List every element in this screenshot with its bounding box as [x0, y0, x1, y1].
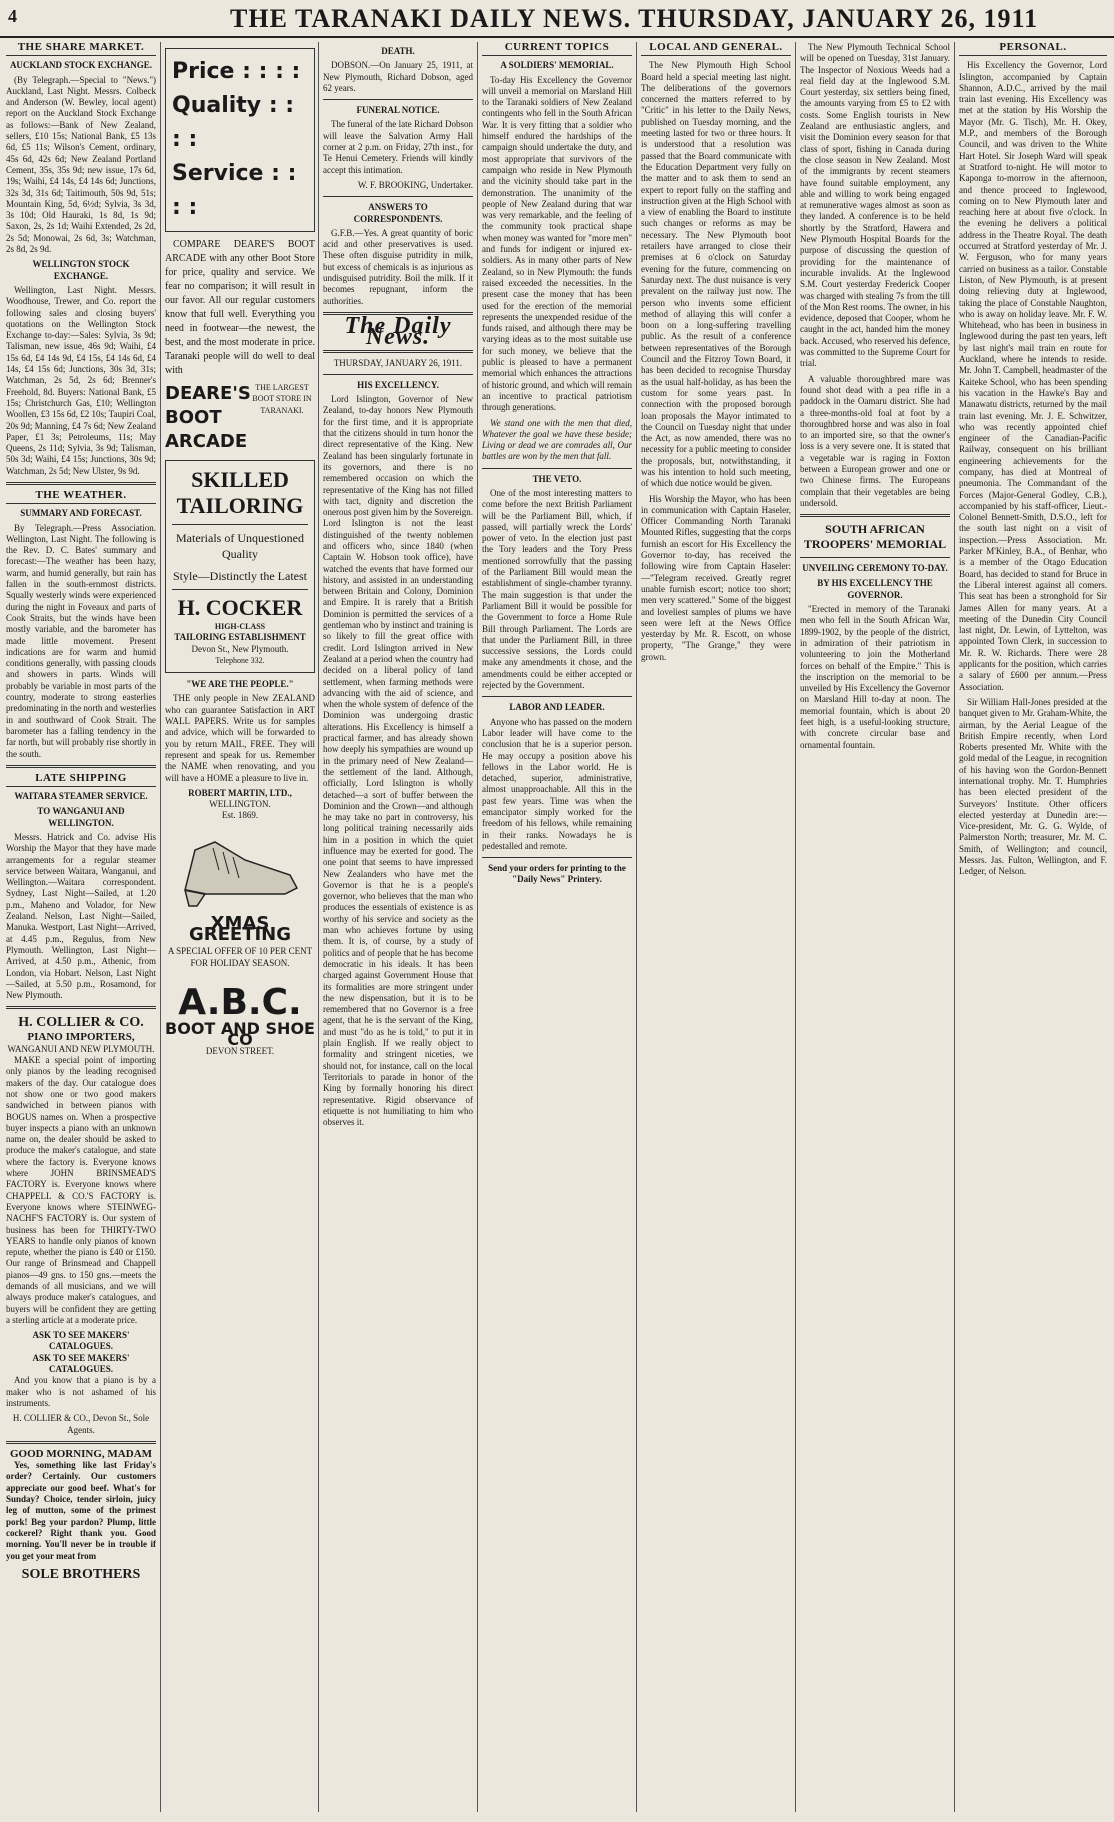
price-label: Price [172, 59, 235, 84]
collier-signature: H. COLLIER & CO., Devon St., Sole Agents. [12, 1413, 150, 1435]
robert-martin-est: Est. 1869. [221, 810, 259, 821]
personal-heading: PERSONAL. [959, 42, 1107, 56]
labour-text: Anyone who has passed on the modern Labor leader will have come to the conclusion that he is a superior person. He may occupy a position above his fellows in the Labor world. He is detached, superior, administrative, almost unapproachable. All this in the past few years. Time was when the emancipator simply worked for the freedom of his fellows, while remaining in their ranks. Nowadays he is pedestalled and remote. [482, 716, 632, 851]
special-offer: A SPECIAL OFFER OF 10 PER CENT FOR HOLIDAY SEASON. [167, 946, 313, 968]
funeral-text: The funeral of the late Richard Dobson will leave the Salvation Army Hall corner at 2 p.m. on Friday, 27th inst., for Te Henui Cemetery. Friends will kindly accept this intimation. [323, 119, 473, 175]
people-heading: "WE ARE THE PEOPLE." [186, 679, 294, 690]
local-continued: The New Plymouth Technical School will be opened on Tuesday, 31st January. The Inspector of Noxious Weeds had a real field day at the Inglewood S.M. Court yesterday, six settlers being fined, the amounts varying from £5 to £2 with costs. Some English tourists in New Zealand are enthusiastic anglers, and visit the Dominion every season for that class of sport, fishing in Canada during the close season in New Zealand. Most of the immigrants by recent steamers have found suitable employment, any able and willing to work being engaged at remunerative wages almost as soon as they landed. A conference is to be held shortly by the Stratford, Hawera and New Plymouth Hospital Boards for the purpose of discussing the question of providing for the maintenance of incurable invalids. At the Inglewood S.M. Court yesterday Frederick Cooper was charged with stealing 7s from the till of the Mon Rest rooms. The owner, in his evidence, deposed that Cooper, whom he caught in the act, handed him the money back. Accused, who reserved his defence, was committed to the Supreme Court for trial. [800, 42, 950, 369]
collier-place: WANGANUI AND NEW PLYMOUTH. [7, 1043, 155, 1054]
local-general-heading: LOCAL AND GENERAL. [641, 42, 791, 56]
abc-store: BOOT AND SHOE CO [165, 1018, 315, 1050]
column-1 [6, 42, 156, 1812]
collier-subtitle: PIANO IMPORTERS, [27, 1031, 135, 1044]
troopers-text: "Erected in memory of the Taranaki men who fell in the South African War, 1899-1902, by the people of the district, in admiration of their patriotism in volunteering to join the Motherland forces on behalf of the Empire." This is the inscription on the memorial to be unveiled by His Excellency the Governor on Marsland Hill to-day at noon. The memorial fountain, which is about 20 feet high, is a useful-looking structure, with concrete circular base and ornamental fountain. [800, 604, 950, 750]
memorial-text: To-day His Excellency the Governor will unveil a memorial on Marsland Hill to the Taranaki soldiers of New Zealand contingents who fell in the South African War. It is very fitting that a soldier who himself endured the hardships of the campaign should undertake the duty, and most appropriate that survivors of the campaign who reside in New Plymouth and the vicinity should take part in the demonstration. The unanimity of the people of New Zealand during that war was very remarkable, and the feeling of the community took practical shape when money was wanted for "more men" and funds for indigent or injured ex-soldiers. As in many other parts of New Zealand, so in New Plymouth: the funds raised exceeded the necessities. In the present case the money that has been used for the erection of the memorial represents the unexpended residue of the funds raised, and although there may be varying ideas as to the most suitable use for such money, we believe that the public is pleased to have a permanent memorial which enhances the attractions of historic ground, and which will remain an incentive to practical patriotism through generations. [482, 74, 632, 413]
waitara-heading: WAITARA STEAMER SERVICE. [14, 791, 148, 802]
troopers-heading: SOUTH AFRICAN TROOPERS' MEMORIAL [803, 522, 947, 552]
abc-logo: A.B.C. [178, 981, 302, 1023]
cocker-name: H. COCKER [177, 595, 303, 620]
service-label: Service [172, 161, 264, 186]
deares-name: DEARE'S BOOT ARCADE [165, 383, 251, 452]
column-3 [323, 42, 473, 1812]
share-market-heading: THE SHARE MARKET. [6, 42, 156, 56]
weather-subheading: SUMMARY AND FORECAST. [20, 508, 142, 519]
good-morning-text: Yes, something like last Friday's order? Certainly. Our customers appreciate our good beef. What's for Sunday? Choice, tender sirloin, juicy leg of mutton, some of the primest pork! Beg your pardon? Plump, little cockerel? Right thank you. Good morning. You'll never be in trouble if you get your meat from [6, 1460, 156, 1561]
local-continued-2: A valuable thoroughbred mare was found shot dead with a pea rifle in a paddock in the Oamaru district. She had a three-months-old foal at foot by a thoroughbred horse and was also in foal to an imported sire, so that the owner's loss is a very severe one. It is stated that a vegetable war is raging in Foxton between a European grower and one or two Chinese firms. The Europeans complain that their vegetables are being undersold. [800, 373, 950, 508]
materials-line: Materials of Unquestioned Quality [176, 531, 304, 561]
shipping-heading: LATE SHIPPING [6, 773, 156, 787]
auckland-report: (By Telegraph.—Special to "News.") Auckland, Last Night. Messrs. Colbeck and Anderson (W. Bewley, local agent) report on the Auckland Stock Exchange as follows:—Bank of New Zealand, sellers, £10 15s; National Bank, £5 13s 6d, £5 11s; Wilson's Cement, ordinary, 45s 6d, 42s 6d; New Zealand Portland Cement, 35s, 35s 9d; new issue, 17s 6d, 19s; Waihi, £4 14s, £4 14s 6d; Junctions, 32s 3d, 31s 6d; Taitimouth, 50s 9d, 51s; Mountain King, 5d, 6½d; Sylvia, 3s 3d, 3s 10d; Old Hauraki, 1s 8d, 1s 9d; Saxon, 2s, 2s 1d; Waihi Extended, 2s 2d, 2s 5d; Monowai, 2s 6d, 3s; Watchman, 2s 8d, 2s 9d. [6, 74, 156, 255]
answers-heading: ANSWERS TO CORRESPONDENTS. [353, 202, 443, 224]
veto-heading: THE VETO. [532, 473, 582, 484]
local-general-text-2: His Worship the Mayor, who has been in communication with Captain Haseler, Officer Commanding North Taranaki Mounted Rifles, suggesting that the corps furnish an escort for His Excellency the Governor to-day, has received the following wire from Captain Haseler:—"Telegram received. Greatly regret unable furnish escort; notice too short; men very scattered." Some of the biggest and loveliest samples of plums we have seen were left at the News Office yesterday by Mr. R. Escott, on whose property, "The Grange," they were grown. [641, 493, 791, 662]
price-quality-service-ad: Price : : : : Quality : : : : Service : : : : [165, 48, 315, 232]
page-number: 4 [8, 6, 17, 26]
cocker-ad [165, 460, 315, 673]
answers-text: G.F.B.—Yes. A great quantity of boric acid and other preservatives is used. These often disguise putridity in milk, but excess of chemicals is as injurious as undisguised putridity. Boil the milk. If it becomes repugnant, inform the authorities. [323, 227, 473, 306]
sole-brothers: SOLE BROTHERS [21, 1566, 141, 1582]
robert-martin-wellington: WELLINGTON. [209, 799, 271, 810]
veto-text: One of the most interesting matters to come before the next British Parliament will be the Parliament Bill, which, if passed, will partially wreck the Lords' power of veto. In the election just past the Tory leaders and the Tory Press mentioned sorrowfully that the passing of the Parliament Bill would mean the establishment of single-chamber tyranny. The main suggestion is that under the Parliament Bill it would be possible for the Government to force a Home Rule Bill through Parliament. The Lords are that under the Parliament Bill, in three successive sessions, the Lords could make any amendments it chose, and the amendments could be either accepted or rejected by the Government. [482, 487, 632, 691]
high-class: HIGH-CLASS [214, 622, 266, 631]
column-7 [959, 42, 1107, 1812]
funeral-heading: FUNERAL NOTICE. [356, 105, 440, 116]
people-text: THE only people in New ZEALAND who can guarantee Satisfaction in ART WALL PAPERS. Write us for samples and advice, which will be forwarded to you by return MAIL, FREE. They will represent and speak for us. Remember the NAME when renovating, and you will have a HOME a pleasure to live in. [165, 693, 315, 783]
catalogue-text: And you know that a piano is by a maker who is not ashamed of his instruments. [6, 1375, 156, 1408]
quality-label: Quality [172, 93, 262, 118]
excellency-heading: HIS EXCELLENCY. [357, 379, 439, 390]
troopers-subheading: UNVEILING CEREMONY TO-DAY. [802, 563, 948, 574]
daily-news-nameplate: The Daily News. [344, 312, 452, 351]
printing-notice: Send your orders for printing to the "Daily News" Printery. [488, 863, 626, 885]
wellington-heading: WELLINGTON STOCK EXCHANGE. [32, 259, 130, 281]
funeral-signature: W. F. BROOKING, Undertaker. [357, 179, 473, 190]
robert-martin: ROBERT MARTIN, LTD., [188, 787, 292, 798]
memorial-heading: A SOLDIERS' MEMORIAL. [500, 60, 614, 71]
deares-ad-text: COMPARE DEARE'S BOOT ARCADE with any other Boot Store for price, quality and service. We fear no comparison; it will result in our favor. All our regular customers know that full well. Everything you need in footwear—the newest, the best, and the most moderate in price. Taranaki people will do well to deal with [165, 239, 315, 376]
current-topics-heading: CURRENT TOPICS [482, 42, 632, 56]
xmas-greeting: XMAS GREETING [188, 912, 292, 946]
shoe-illustration [175, 830, 305, 910]
auckland-heading: AUCKLAND STOCK EXCHANGE. [9, 60, 153, 71]
waitara-subheading: TO WANGANUI AND WELLINGTON. [37, 806, 125, 828]
column-4 [482, 42, 632, 1812]
newspaper-title: THE TARANAKI DAILY NEWS. THURSDAY, JANUARY 26, 1911 [230, 4, 1039, 33]
column-2 [165, 42, 315, 1812]
deares-side: THE LARGEST BOOT STORE IN TARANAKI. [252, 383, 312, 415]
local-general-text: The New Plymouth High School Board held a special meeting last night. The deliberations of the governors concerned the matters referred to by "Critic" in his letter to the Daily News, published on Tuesday morning, and the meeting lasted for two or three hours. It is understood that a resolution was passed that the Board communicate with the Education Department very fully on the matter and to ask them to send an expert to report fully on the staffing and instruction given at the High School with a view of enabling the Board to institute such changes or reforms as may be necessary. The New Plymouth boot retailers have arranged to close their premises at 6 o'clock on Saturday evening for the future, commencing on Saturday next. The dust nuisance is very prevalent on the railway just now. The person who invents some efficient method of allaying this will confer a boon on a long-suffering travelling public. As the result of a conference between representatives of the Borough Council and the Fitzroy Town Board, it has been decided to recognise Thursday as the usual half-holiday, as has been the custom for some years past. In connection with the proposed borough loan proposals the Mayor intimated to the Council on Tuesday night that under the Act, as now amended, there was no necessity for a public meeting to consider the proposals, but, notwithstanding, it was his intention to hold such meeting, of which due notice would be given. [641, 60, 791, 489]
skilled-tailoring: SKILLED TAILORING [176, 467, 304, 518]
catalogue-line-1: ASK TO SEE MAKERS' CATALOGUES. [32, 1330, 130, 1352]
excellency-text: Lord Islington, Governor of New Zealand, to-day honors New Plymouth for the first time, and it is appropriate that the citizens should in turn honor the direct representative of the King. New Zealand has been singularly fortunate in its governors, and there is no remembered occasion on which the representative of the King has not filled with tact, dignity and discretion the onerous post given him by the Sovereign. Lord Islington is not the least distinguished of the twenty noblemen and officers who, since 1840 (when Captain W. Hobson took office), have watched the events that have formed our history, and assisted in an understanding between Britain and Colony, Dominion and Empire. It is rarely that a British Dominion is permitted the services of a gentleman who by instinct and training is so likely to fill the great office with credit. Lord Islington arrived in New Zealand at a period when the country had decided on a liberal policy of land settlement, when farming methods were advancing with the aid of science, and when the whole system of defence of the Dominion was undergoing drastic alterations. His Excellency is himself a practical farmer, and has already shown how deeply his sympathies are wound up in the primary need of New Zealand—the settlement of the land. Although, officially, Lord Islington is wholly detached—a sort of buffer between the Dominion and the Crown—and although he may take no part in controversy, his long political training necessarily aids him in a position in which the quiet influence may be exerted for good. The one point that seems to have impressed New Zealanders who have met the Governor is that he is a people's governor, who believes that the man who produces the essentials of existence is as worthy of his service and society as the man who achieves fortune by using them. It is, of course, by a study of politics and of people that he has become democratic in his ideals. It has been charged against Government House that its formalities are more stringent under the new dispensation, but it is to be remembered that no Governor is a free agent, that he is the servant of the King, and must "do as he is told," to put it in plain English. If we really object to formality and stringent niceties, we should not, for instance, call on the local Territorials to parade in honor of the King by formally honoring his direct representative. Rigid observance of etiquette is not humiliating to him who observes it. [323, 394, 473, 1128]
death-heading: DEATH. [381, 46, 415, 56]
personal-text-2: Sir William Hall-Jones presided at the banquet given to Mr. Graham-White, the airman, by the Aerial League of the British Empire recently, when Lord Roberts presented Mr. White with the gold medal of the League, in recognition of his having won the Gordon-Bennett international trophy. Mr. T. Humphries has been elected president of the Surveyors' Institute. Other officers elected yesterday at Dunedin are:—Vice-president, Mr. G. G. Wylde, of Palmerston North; treasurer, Mr. M. C. Smith, of Wellington; and council, Messrs. Jas. Fulton, Wellington, and F. Ledger, of Nelson. [959, 696, 1107, 877]
tailoring-establishment: TAILORING ESTABLISHMENT [174, 632, 306, 643]
telephone: Telephone 332. [215, 655, 265, 665]
masthead [0, 0, 1114, 38]
wellington-report: Wellington, Last Night. Messrs. Woodhouse, Trewer, and Co. report the following sales and closing buyers' quotations on the Wellington Stock Exchange to-day:—Sales: Sylvia, 3s 9d; Talisman, new issue, 46s 9d; Waihi, £4 15s 6d, £4 14s 9d, £4 15s, £4 14s 6d, £4 14s, £4 15s 6d; Junctions, 30s 3d, 31s; Watchman, 2s 5d, 2s 6d; Brenner's Freehold, 8d. Buyers: National Bank, £5 15s; Christchurch Gas, £10; Wellington Woollen, £3 15s 6d, £2 10s; Taupiri Coal, 20s 9d; Manning, £4 7s 6d; New Zealand Paper, £1 3s; Petroleums, 11s; May Queens, 2s 11d; Sylvia, 3s 9d; Talisman, 50s 3d; Waihi, £4 15s; Junctions, 30s 9d; Watchman, 2s 5d; New Ulster, 9s 9d. [6, 284, 156, 476]
column-5 [641, 42, 791, 1812]
weather-report: By Telegraph.—Press Association. Wellington, Last Night. The following is the Rev. D. C. Bates' summary and forecast:—The weather has been hazy, warm, and humid generally, but rain has fallen in the south-ernmost districts. Squally westerly winds were experienced during the night in Foveaux and parts of Cook Straits, but the winds have been mostly variable, and the barometer has made little movement. Present indications are for warm and humid conditions generally, with passing clouds and showers in parts. Winds will probably be variable in most parts of the country, moderate to strong easterlies predominating in the north and westerlies in and southward of Cook Strait. The barometer has a falling tendency in the far north, but will probably rise shortly in the south. [6, 522, 156, 759]
troopers-subheading-2: BY HIS EXCELLENCY THE GOVERNOR. [817, 578, 933, 600]
style-line: Style—Distinctly the Latest [173, 569, 307, 583]
personal-text: His Excellency the Governor, Lord Islington, accompanied by Captain Shannon, A.D.C., arrived by the mail train last evening. His Excellency was met at the station by His Worship the Mayor (Mr. G. Tisch), Mr. H. Okey, M.P., and members of the Borough Council, and was driven to the White Hart Hotel. Sir Joseph Ward will speak at Stratford to-night. He will motor to Kaponga to-morrow in the afternoon, and thence proceed to Inglewood, coming on to New Plymouth later and reaching here at about five o'clock. In the evening he delivers a political address in the Theatre Royal. The death occurred at Stratford yesterday of Mr. J. W. Ferguson, who for many years carried on business as a tailor. Constable Liston, of New Plymouth, is at present doing relieving duty at Inglewood, taking the place of Constable Naughton, who is away on holiday leave. Mr. F. W. Whitehead, who has been in business in Inglewood during the past ten years, left by last night's mail train en route for Auckland, where he intends to reside. Mr. John T. Campbell, headmaster of the Kaiteke School, who has been spending his vacation in the Hawke's Bay and Manawatu districts, returned by the mail train last evening. Mr. J. E. Schwitzer, who was recently appointed chief engineer of the Canadian-Pacific Railway, consequent on his brilliant engineering achievements for the company, has died at Montreal of pneumonia. The Commandant of the Forces (Major-General Godley, C.B.), accompanied by his staff-officer, Lieut.-Colonel Bennett-Smith, D.S.O., left for the south last night on a visit of inspection.—Press Association. Mr. Parker M'Kinley, B.A., of Benhar, who is a member of the Otago Education Board, has decided to stand for Bruce in the Liberal interest against all comers. This seat has been a stronghold for Sir James Allen for many years. At a meeting of the Dunedin City Council last night, Dr. Lewin, of Lyttelton, was appointed Town Clerk, in succession to Mr. R. W. Richards. There were 28 applicants for the position, which carries a salary of £600 per annum.—Press Association. [959, 60, 1107, 692]
death-notice: DOBSON.—On January 25, 1911, at New Plymouth, Richard Dobson, aged 62 years. [323, 60, 473, 93]
good-morning-heading: GOOD MORNING, MADAM [9, 1447, 153, 1460]
editorial-dateline: THURSDAY, JANUARY 26, 1911. [333, 357, 463, 368]
column-6 [800, 42, 950, 1812]
collier-name: H. COLLIER & CO. [18, 1015, 144, 1031]
weather-heading: THE WEATHER. [6, 490, 156, 504]
shipping-report: Messrs. Hatrick and Co. advise His Worship the Mayor that they have made arrangements for a regular steamer service between Waitara, Wanganui, and Wellington.—Waitara correspondent. Sydney, Last Night—Sailed, at 1.20 p.m., Maheno and Volador, for New Zealand. Nelson, Last Night—Sailed, Manuka. Westport, Last Night—Arrived, at 4.45 p.m., Regulus, from New Plymouth. Wellington, Last Night—Arrived, at 4.50 p.m., Athenic, from London, via Hobart. Nelson, Last Night—Sailed, at 5.50 p.m., Rosamond, for New Plymouth. [6, 832, 156, 1001]
catalogue-line-2: ASK TO SEE MAKERS' CATALOGUES. [32, 1352, 130, 1375]
collier-ad-text: MAKE a special point of importing only pianos by the leading recognised makers of the day. Our catalogue does not show one or two good makers sandwiched in between pianos with BOGUS names on. When a prospective buyer inspects a piano with an unknown name on, the dealer should be asked to produce the maker's catalogue, and state where the factory is. Everyone knows where JOHN BRINSMEAD'S FACTORY is. Everyone knows where CHAPPELL & CO.'S FACTORY is. Everyone knows where STEINWEG-NACHF'S FACTORY is. Our system of business has been for THIRTY-TWO YEARS to handle only pianos of known repute, whether the piano is £40 or £150. Our range of Brinsmead and Chappell pianos—49 gns. to 150 gns.—meets the demands of all musicians, and we will always produce maker's catalogues, and buyers will be confident they are getting a sterling article at a moderate price. [6, 1055, 156, 1325]
memorial-poem: We stand one with the men that died, Whatever the goal we have these beside; Living or dead we are comrades all, Our battles are won by the men that fall. [482, 417, 632, 462]
labour-heading: LABOR AND LEADER. [509, 702, 605, 713]
devon-street: Devon St., New Plymouth. [191, 643, 289, 654]
abc-place: DEVON STREET. [205, 1045, 275, 1056]
